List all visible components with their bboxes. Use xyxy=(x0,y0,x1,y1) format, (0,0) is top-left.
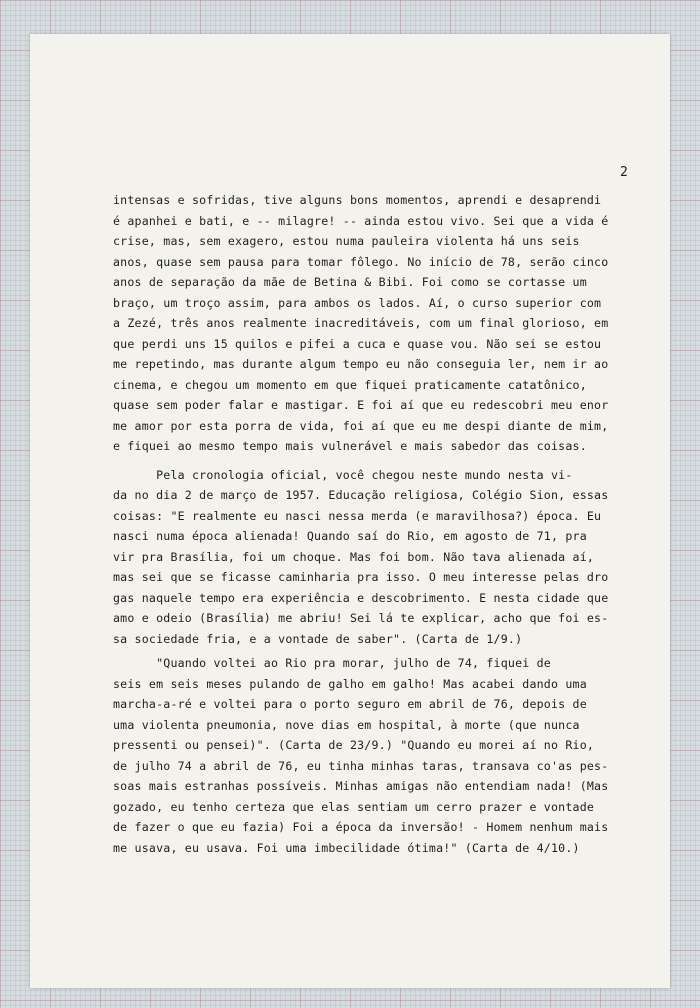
text-line: intensas e sofridas, tive alguns bons momentos, aprendi e desaprendi xyxy=(113,193,602,207)
text-line: que perdi uns 15 quilos e pifei a cuca e quase vou. Não sei se estou xyxy=(113,336,602,351)
paragraph xyxy=(113,653,643,858)
text-line: nasci numa época alienada! Quando saí do Rio, em agosto de 71, pra xyxy=(113,529,587,543)
text-line: marcha-a-ré e voltei para o porto seguro em abril de 76, depois de xyxy=(113,697,587,711)
text-line: cinema, e chegou um momento em que fiquei praticamente catatônico, xyxy=(113,377,587,392)
text-line: pressenti ou pensei)". (Carta de 23/9.) "Quando eu morei aí no Rio, xyxy=(113,738,595,752)
text-line: gozado, eu tenho certeza que elas sentiam um cerro prazer e vontade xyxy=(113,799,595,814)
text-line: e fiquei ao mesmo tempo mais vulnerável e mais sabedor das coisas. xyxy=(113,439,587,453)
text-line: crise, mas, sem exagero, estou numa pauleira violenta há uns seis xyxy=(113,234,580,248)
text-line: seis em seis meses pulando de galho em galho! Mas acabei dando uma xyxy=(113,676,587,691)
paragraph xyxy=(113,465,643,650)
text-line: anos, quase sem pausa para tomar fôlego. No início de 78, serão cinco xyxy=(113,254,609,269)
text-line: braço, um troço assim, para ambos os lados. Aí, o curso superior com xyxy=(113,295,602,310)
text-line: quase sem poder falar e mastigar. E foi aí que eu redescobri meu enor xyxy=(113,398,609,412)
text-line: a Zezé, três anos realmente inacreditáveis, com um final glorioso, em xyxy=(113,316,609,330)
text-line: vir pra Brasília, foi um choque. Mas foi bom. Não tava alienada aí, xyxy=(113,549,595,564)
text-line: coisas: "E realmente eu nasci nessa merda (e maravilhosa?) época. Eu xyxy=(113,508,602,523)
text-line: me amor por esta porra de vida, foi aí que eu me despi diante de mim, xyxy=(113,418,609,433)
text-line: de julho 74 a abril de 76, eu tinha minhas taras, transava co'as pes- xyxy=(113,758,609,773)
text-line: de fazer o que eu fazia) Foi a época da inversão! - Homem nenhum mais xyxy=(113,820,609,834)
text-line: me repetindo, mas durante algum tempo eu não conseguia ler, nem ir ao xyxy=(113,357,609,371)
page-number: 2 xyxy=(620,165,629,180)
text-line: mas sei que se ficasse caminharia pra isso. O meu interesse pelas dro xyxy=(113,570,609,584)
document-body xyxy=(113,190,643,858)
text-line: "Quando voltei ao Rio pra morar, julho de 74, fiquei de xyxy=(113,656,551,670)
text-line: soas mais estranhas possíveis. Minhas amigas não entendiam nada! (Mas xyxy=(113,779,609,793)
text-line: é apanhei e bati, e -- milagre! -- ainda estou vivo. Sei que a vida é xyxy=(113,213,609,228)
paragraph xyxy=(113,190,643,457)
text-line: amo e odeio (Brasília) me abriu! Sei lá te explicar, acho que foi es- xyxy=(113,611,609,625)
text-line: Pela cronologia oficial, você chegou neste mundo nesta vi- xyxy=(113,467,573,482)
paragraph-gap xyxy=(113,457,643,465)
text-line: me usava, eu usava. Foi uma imbecilidade ótima!" (Carta de 4/10.) xyxy=(113,840,580,855)
text-line: gas naquele tempo era experiência e descobrimento. E nesta cidade que xyxy=(113,590,609,605)
text-line: uma violenta pneumonia, nove dias em hospital, à morte (que nunca xyxy=(113,717,580,732)
text-line: sa sociedade fria, e a vontade de saber". (Carta de 1/9.) xyxy=(113,631,523,646)
text-line: da no dia 2 de março de 1957. Educação religiosa, Colégio Sion, essas xyxy=(113,488,609,502)
text-line: anos de separação da mãe de Betina & Bibi. Foi como se cortasse um xyxy=(113,275,587,289)
